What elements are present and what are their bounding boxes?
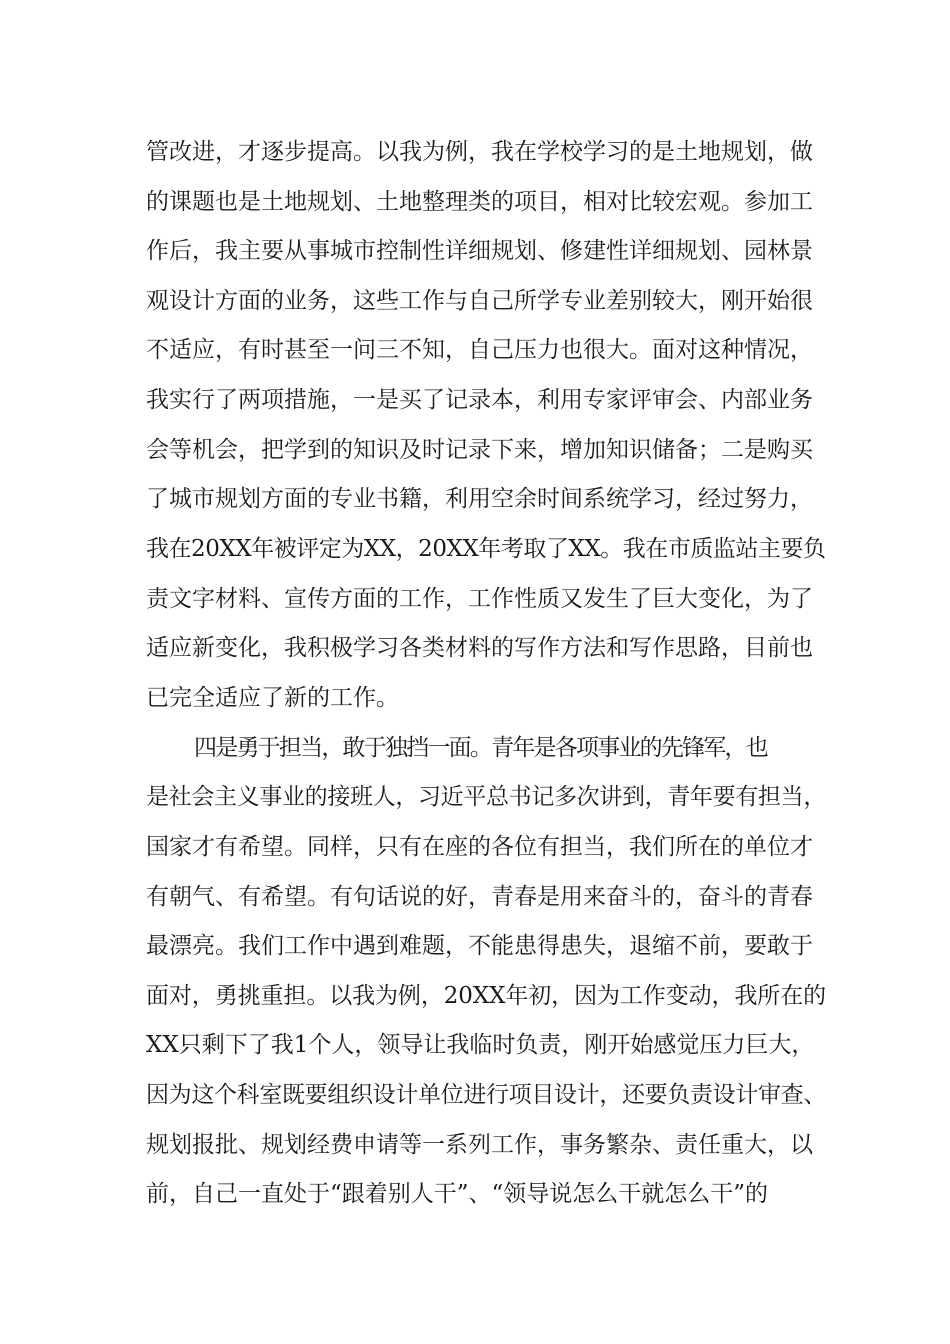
text-line: 适应新变化，我积极学习各类材料的写作方法和写作思路，目前也 bbox=[146, 635, 813, 661]
text-line: 规划报批、规划经费申请等一系列工作，事务繁杂、责任重大，以 bbox=[146, 1132, 813, 1158]
text-line: 责文字材料、宣传方面的工作，工作性质又发生了巨大变化，为了 bbox=[146, 586, 813, 612]
paragraph-first-line: 四是勇于担当，敢于独挡一面。青年是各项事业的先锋军，也 bbox=[194, 735, 768, 761]
text-line: 会等机会，把学到的知识及时记录下来，增加知识储备；二是购买 bbox=[146, 437, 813, 463]
text-line: 已完全适应了新的工作。 bbox=[146, 685, 399, 711]
text-line: 是社会主义事业的接班人，习近平总书记多次讲到，青年要有担当， bbox=[146, 784, 827, 810]
text-line: 管改进，才逐步提高。以我为例，我在学校学习的是土地规划，做 bbox=[146, 139, 813, 165]
text-line: 面对，勇挑重担。以我为例，20XX年初，因为工作变动，我所在的 bbox=[146, 983, 827, 1009]
text-line: 的课题也是土地规划、土地整理类的项目，相对比较宏观。参加工 bbox=[146, 189, 813, 215]
text-line: 作后，我主要从事城市控制性详细规划、修建性详细规划、园林景 bbox=[146, 238, 813, 264]
text-line: 前，自己一直处于“跟着别人干”、“领导说怎么干就怎么干”的 bbox=[146, 1181, 769, 1207]
text-line: 因为这个科室既要组织设计单位进行项目设计，还要负责设计审查、 bbox=[146, 1082, 827, 1108]
text-line: XX只剩下了我1个人，领导让我临时负责，刚开始感觉压力巨大， bbox=[146, 1032, 815, 1058]
text-line: 了城市规划方面的专业书籍，利用空余时间系统学习，经过努力， bbox=[146, 486, 813, 512]
text-line: 最漂亮。我们工作中遇到难题，不能患得患失，退缩不前，要敢于 bbox=[146, 933, 813, 959]
text-line: 观设计方面的业务，这些工作与自己所学专业差别较大，刚开始很 bbox=[146, 288, 813, 314]
text-line: 我在20XX年被评定为XX，20XX年考取了XX。我在市质监站主要负 bbox=[146, 536, 826, 562]
text-line: 不适应，有时甚至一问三不知，自己压力也很大。面对这种情况， bbox=[146, 337, 813, 363]
text-line: 国家才有希望。同样，只有在座的各位有担当，我们所在的单位才 bbox=[146, 834, 813, 860]
text-line: 我实行了两项措施，一是买了记录本，利用专家评审会、内部业务 bbox=[146, 387, 813, 413]
text-line: 有朝气、有希望。有句话说的好，青春是用来奋斗的，奋斗的青春 bbox=[146, 884, 813, 910]
